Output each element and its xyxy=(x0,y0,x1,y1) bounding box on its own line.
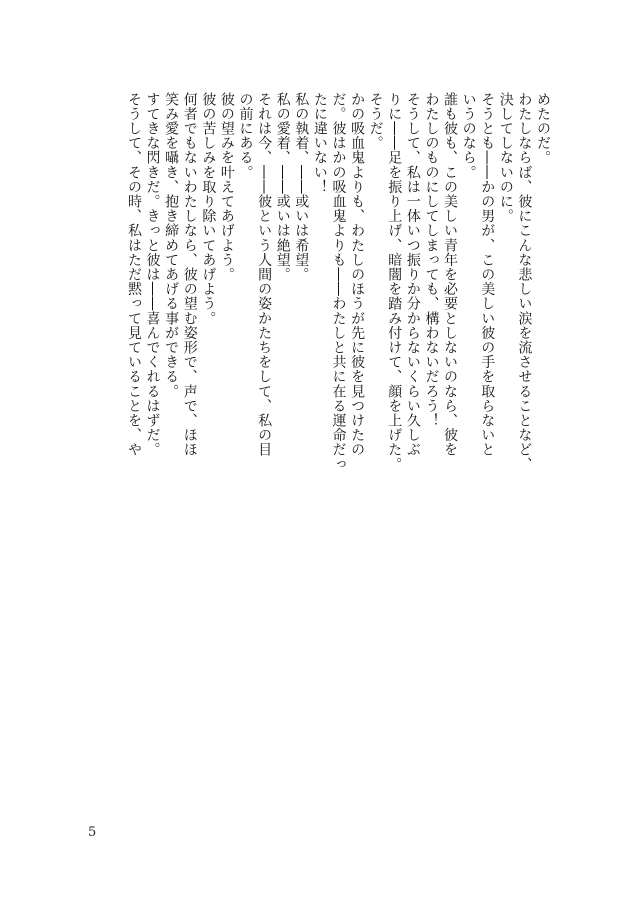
text-line: それは今、――彼という人間の姿かたちをして、私の目 xyxy=(256,92,273,457)
text-line: わたしのものにしてしまっても、構わないだろう！ xyxy=(423,92,440,428)
text-line: めたのだ。 xyxy=(535,92,551,165)
text-line: 誰も彼も、この美しい青年を必要としないのなら、彼を xyxy=(442,92,459,457)
text-line: わたしならば、彼にこんな悲しい涙を流させることなど、 xyxy=(516,92,533,472)
text-line: そうとも――かの男が、この美しい彼の手を取らないと xyxy=(479,92,496,457)
text-line: いうのなら。 xyxy=(460,92,477,180)
text-line: すてきな閃きだ。きっと彼は――喜んでくれるはずだ。 xyxy=(144,92,161,457)
text-line: りに――足を振り上げ、暗闇を踏み付けて、顔を上げた。 xyxy=(386,92,403,472)
text-line: 私の愛着、――或いは絶望。 xyxy=(274,92,291,282)
text-line: 彼の望みを叶えてあげよう。 xyxy=(218,92,235,282)
text-line: かの吸血鬼よりも、わたしのほうが先に彼を見つけたの xyxy=(349,92,366,457)
text-line: そうして、私は一体いつ振りか分からないくらい久しぶ xyxy=(404,92,421,457)
text-line: 決してしないのに。 xyxy=(497,92,514,224)
text-line: そうして、その時、私はただ黙って見ていることを、や xyxy=(125,92,142,457)
page-number: 5 xyxy=(88,825,97,840)
text-line: たに違いない！ xyxy=(311,92,328,195)
text-line: 私の執着、――或いは希望。 xyxy=(293,92,310,282)
text-line: 何者でもないわたしなら、彼の望む姿形で、声で、ほほ xyxy=(181,92,198,457)
text-line: 笑み愛を囁き、抱き締めてあげる事ができる。 xyxy=(163,92,180,399)
text-line: そうだ。 xyxy=(367,92,384,151)
vertical-text-body xyxy=(92,92,552,534)
text-line: の前にある。 xyxy=(237,92,254,180)
text-line: だ。彼はかの吸血鬼よりも――わたしと共に在る運命だっ xyxy=(330,92,347,472)
text-line: 彼の苦しみを取り除いてあげよう。 xyxy=(200,92,217,326)
